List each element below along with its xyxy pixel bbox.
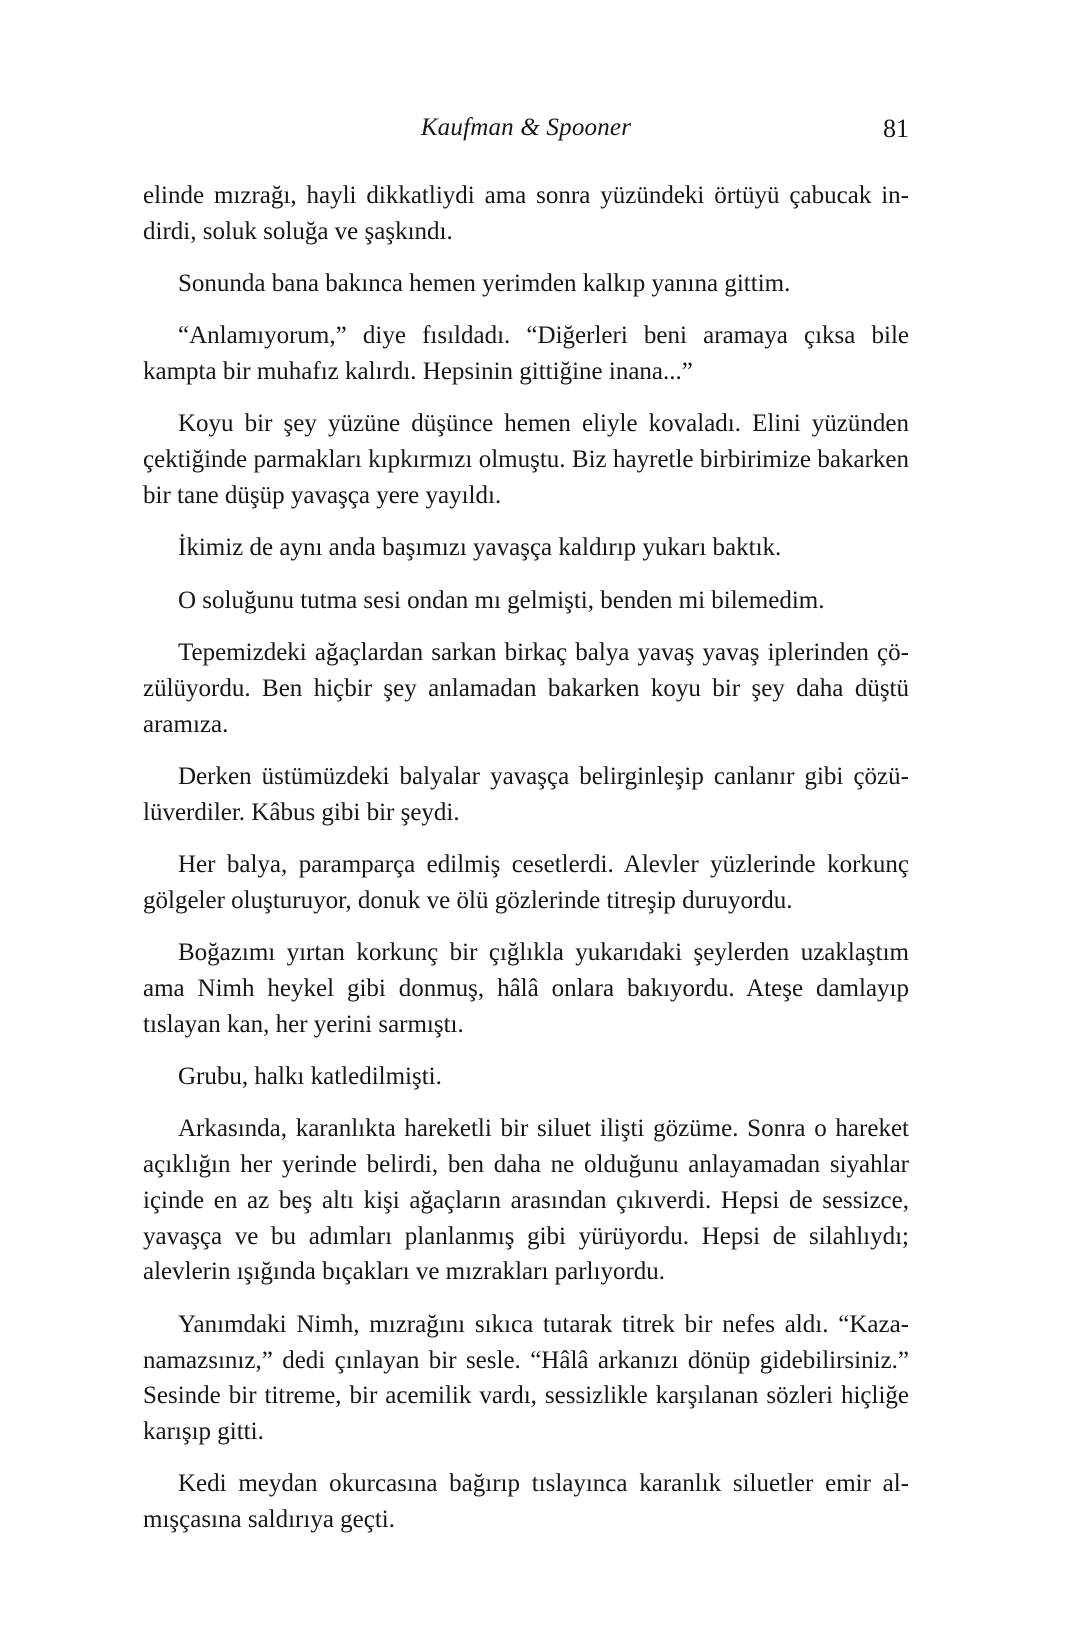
paragraph: Her balya, paramparça edilmiş cesetlerdi. Alevler yüzlerinde korkunç gölgeler oluşturuyor, donuk ve ölü gözlerinde titreşip duruyordu. [143,850,909,914]
paragraph: Grubu, halkı katledilmişti. [178,1062,442,1090]
running-title: Kaufman & Spooner [420,114,632,141]
paragraph: Yanımdaki Nimh, mızrağını sıkıca tutarak titrek bir nefes aldı. “Kazanamazsınız,” dedi çınlayan bir sesle. “Hâlâ arkanızı dönüp gidebilirsiniz.” Sesinde bir titreme, bir acemilik vardı, sessizlikle karşılanan sözleri hiçliğe karışıp gitti. [143,1310,909,1446]
page-number: 81 [883,114,909,143]
body-text [143,178,909,1555]
paragraph: “Anlamıyorum,” diye fısıldadı. “Diğerleri beni aramaya çıksa bile kampta bir muhafız kalırdı. Hepsinin gittiğine inana...” [143,322,909,386]
paragraph: O soluğunu tutma sesi ondan mı gelmişti, benden mi bilemedim. [178,586,825,614]
paragraph: Koyu bir şey yüzüne düşünce hemen eliyle kovaladı. Elini yüzünden çektiğinde parmakları kıpkırmızı olmuştu. Biz hayretle birbirimize bakarken bir tane düşüp yavaşça yere yayıldı. [143,410,909,510]
paragraph: Tepemizdeki ağaçlardan sarkan birkaç balya yavaş yavaş iplerinden çözülüyordu. Ben hiçbir şey anlamadan bakarken koyu bir şey daha düştü aramıza. [143,638,909,738]
paragraph: Kedi meydan okurcasına bağırıp tıslayınca karanlık siluetler emir almışçasına saldırıya geçti. [143,1470,909,1534]
paragraph: Derken üstümüzdeki balyalar yavaşça belirginleşip canlanır gibi çözülüverdiler. Kâbus gibi bir şeydi. [143,762,909,826]
paragraph: Boğazımı yırtan korkunç bir çığlıkla yukarıdaki şeylerden uzaklaştım ama Nimh heykel gibi donmuş, hâlâ onlara bakıyordu. Ateşe damlayıp tıslayan kan, her yerini sarmıştı. [143,939,909,1038]
running-header [143,114,909,154]
paragraph: Arkasında, karanlıkta hareketli bir siluet ilişti gözüme. Sonra o hareket açıklığın her yerinde belirdi, ben daha ne olduğunu anlayamadan siyahlar içinde en az beş altı kişi ağaçların arasından çıkıverdi. Hepsi de sessizce, yavaşça ve bu adımları planlanmış gibi yürüyordu. Hepsi de silahlıydı; alevlerin ışığında bıçakları ve mızrakları parlıyordu. [143,1115,909,1286]
paragraph: Sonunda bana bakınca hemen yerimden kalkıp yanına gittim. [178,270,791,298]
paragraph: İkimiz de aynı anda başımızı yavaşça kaldırıp yukarı baktık. [178,534,782,562]
paragraph: elinde mızrağı, hayli dikkatliydi ama sonra yüzündeki örtüyü çabucak indirdi, soluk soluğa ve şaşkındı. [143,182,909,245]
book-page [143,0,909,1627]
